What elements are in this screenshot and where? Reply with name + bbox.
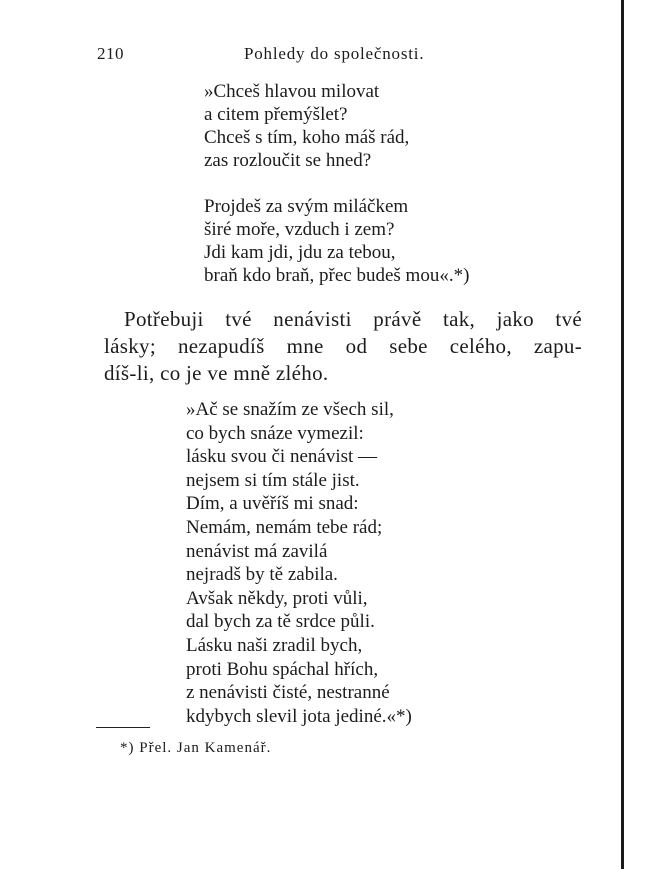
verse-line: kdybych slevil jota jediné.«*): [186, 705, 412, 727]
prose-paragraph: [104, 306, 582, 387]
verse-line: co bych snáze vymezil:: [186, 422, 364, 444]
verse-line: zas rozloučit se hned?: [204, 150, 372, 171]
verse-line: a citem přemýšlet?: [204, 104, 348, 125]
verse-line: nejradš by tě zabila.: [186, 564, 338, 586]
running-title: Pohledy do společnosti.: [244, 44, 425, 63]
verse-line: braň kdo braň, přec budeš mou«.*): [204, 265, 470, 286]
page-number: 210: [97, 44, 124, 63]
prose-line: lásky; nezapudíš mne od sebe celého, zapu-: [104, 334, 582, 358]
prose-line: Potřebuji tvé nenávisti právě tak, jako tvé: [124, 307, 582, 331]
verse-line: z nenávisti čisté, nestranné: [186, 682, 390, 704]
poem-stanza-2: [204, 195, 469, 287]
verse-line: »Chceš hlavou milovat: [204, 81, 380, 102]
footnote-rule: [96, 727, 150, 728]
verse-line: Dím, a uvěříš mi snad:: [186, 493, 359, 515]
book-binding-edge: [621, 0, 624, 869]
verse-line: Chceš s tím, koho máš rád,: [204, 127, 410, 148]
verse-line: nenávist má zavilá: [186, 540, 328, 562]
prose-line: díš-li, co je ve mně zlého.: [104, 361, 329, 385]
verse-line: dal bych za tě srdce půli.: [186, 611, 375, 633]
verse-line: Avšak někdy, proti vůli,: [186, 587, 368, 609]
poem-2: [186, 398, 412, 728]
verse-line: nejsem si tím stále jist.: [186, 469, 360, 491]
verse-line: širé moře, vzduch i zem?: [204, 219, 395, 240]
verse-line: Projdeš za svým miláčkem: [204, 196, 409, 217]
verse-line: »Ač se snažím ze všech sil,: [186, 399, 394, 420]
poem-stanza-1: [204, 80, 409, 172]
verse-line: Lásku naši zradil bych,: [186, 634, 363, 656]
footnote: *) Přel. Jan Kamenář.: [120, 740, 272, 756]
verse-line: Jdi kam jdi, jdu za tebou,: [204, 242, 396, 263]
verse-line: Nemám, nemám tebe rád;: [186, 516, 383, 538]
verse-line: proti Bohu spáchal hřích,: [186, 658, 379, 680]
verse-line: lásku svou či nenávist —: [186, 446, 378, 468]
